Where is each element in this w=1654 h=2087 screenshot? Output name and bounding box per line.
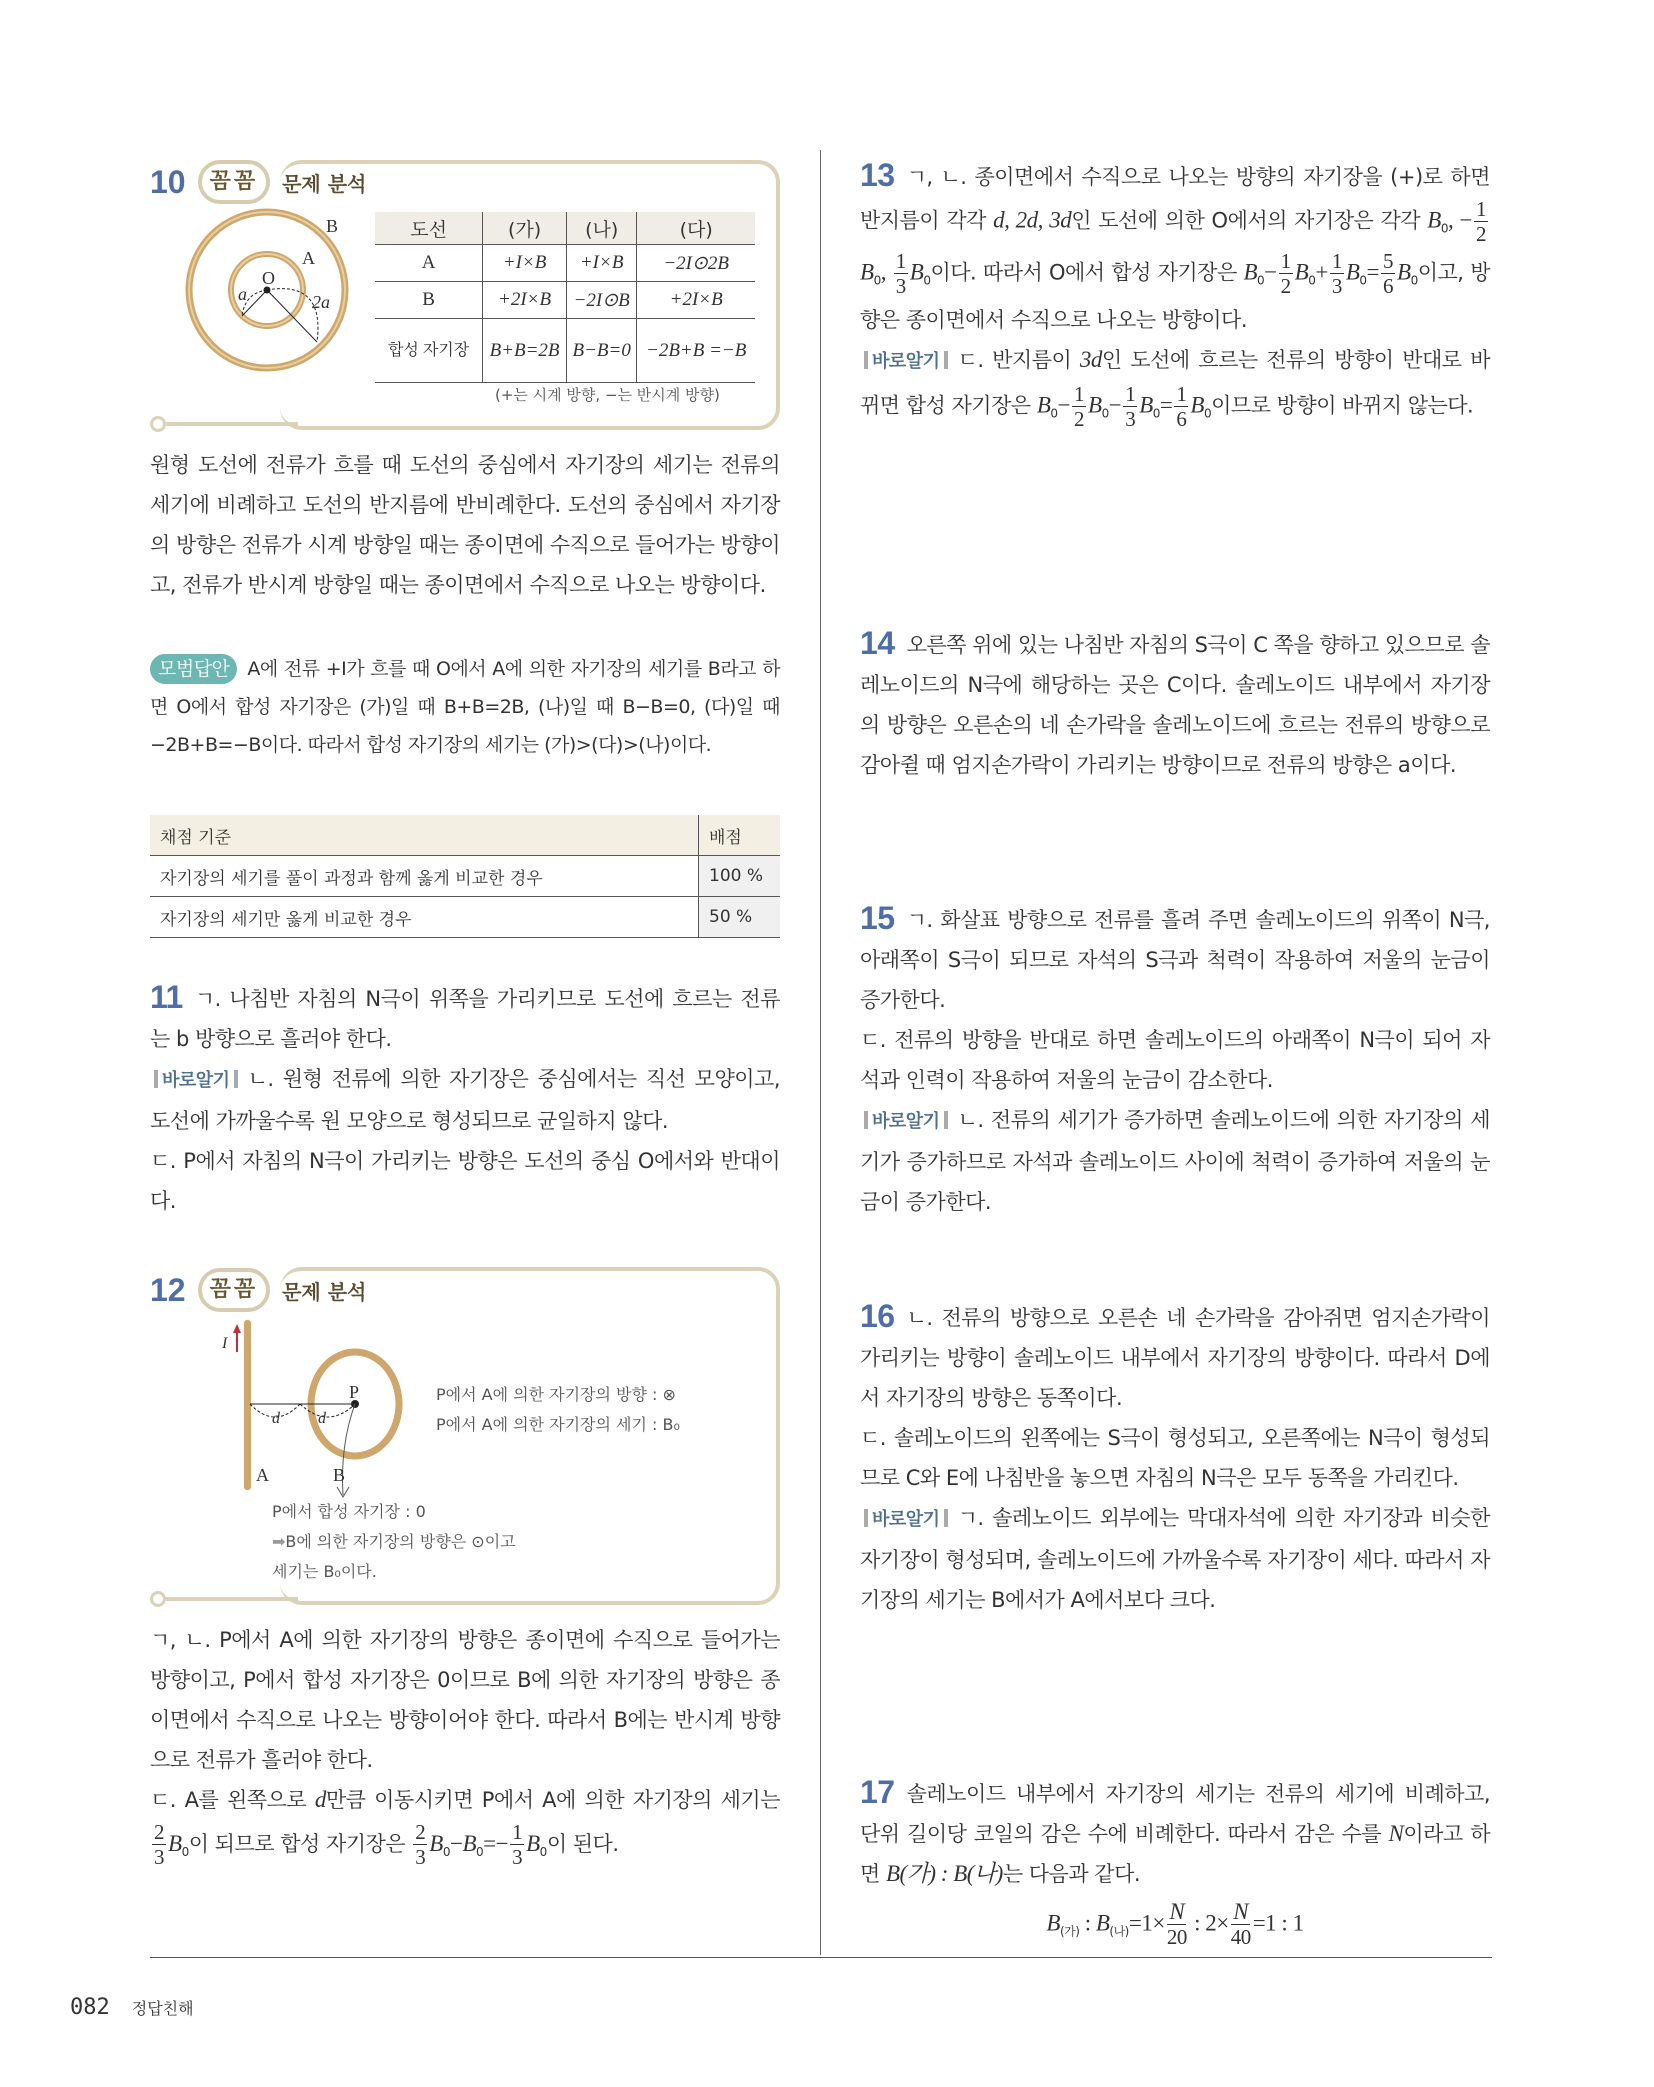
arrow-right-icon: ➡ bbox=[272, 1532, 286, 1551]
math-op: =1 : 1 bbox=[1252, 1910, 1304, 1936]
field-table-10 bbox=[375, 212, 755, 383]
page-footer bbox=[70, 1995, 194, 2020]
text: 이 되므로 합성 자기장은 bbox=[188, 1831, 412, 1856]
answer-text: 는 다음과 같다. bbox=[1002, 1862, 1141, 1886]
math-var: d bbox=[314, 1787, 326, 1812]
math-op: − bbox=[1264, 259, 1277, 285]
subscript: 0 bbox=[873, 273, 881, 288]
math-var: B bbox=[1243, 259, 1258, 285]
subscript: 0 bbox=[181, 1844, 189, 1859]
badge-title: 문제 분석 bbox=[282, 1279, 367, 1304]
conclusion-note bbox=[272, 1527, 516, 1557]
math-var: N bbox=[1388, 1821, 1404, 1846]
subscript: 0 bbox=[1257, 273, 1265, 288]
fraction bbox=[1123, 382, 1137, 431]
table-cell: 합성 자기장 bbox=[375, 319, 483, 383]
kkomkkom-badge: 꼼꼼 bbox=[198, 1268, 271, 1312]
baro-algi-label: 바로알기 bbox=[150, 1070, 242, 1091]
math-op: =1× bbox=[1128, 1910, 1165, 1936]
subscript: 0 bbox=[1101, 407, 1109, 422]
denominator: 3 bbox=[415, 1845, 426, 1869]
math-var: B bbox=[168, 1830, 182, 1856]
denominator: 3 bbox=[1331, 273, 1342, 298]
math-var: B bbox=[1088, 392, 1102, 418]
model-answer-badge: 모범답안 bbox=[150, 654, 237, 684]
problem-header-10 bbox=[150, 160, 366, 204]
numerator: 1 bbox=[1176, 382, 1187, 407]
box-end-dot bbox=[150, 416, 166, 432]
answer-text: ㄴ. 전류의 방향으로 오른손 네 손가락을 감아쥐면 엄지손가락이 가리키는 방향이 솔레노이드 내부에서 자기장의 방향이다. 따라서 D에서 자기장의 방향은 동쪽이다. bbox=[860, 1306, 1490, 1410]
table-cell: +I×B bbox=[483, 245, 567, 282]
fraction bbox=[1167, 1900, 1187, 1949]
field-direction-note: P에서 A에 의한 자기장의 방향 : ⊗ bbox=[436, 1385, 676, 1404]
subscript: (나) bbox=[1109, 1924, 1129, 1939]
answer-text: ㄱ. 나침반 자침의 N극이 위쪽을 가리키므로 도선에 흐르는 전류는 b 방향으로 흘러야 한다. bbox=[150, 987, 780, 1051]
ratio-expression: B(가) : B(나) bbox=[885, 1861, 1003, 1886]
numerator: 1 bbox=[1074, 382, 1085, 407]
box-bottom-line-12 bbox=[158, 1597, 298, 1601]
label-center-o: O bbox=[262, 268, 275, 288]
bottom-rule bbox=[150, 1957, 1492, 1958]
denominator: 3 bbox=[895, 273, 906, 298]
table-cell: 50 % bbox=[699, 897, 781, 938]
math-op: : 2× bbox=[1188, 1910, 1229, 1936]
table-header-row bbox=[375, 212, 755, 245]
explanation-10 bbox=[150, 445, 780, 605]
text: ㄷ. 반지름이 bbox=[957, 348, 1080, 373]
answer-text: ㄴ. 원형 전류에 의한 자기장은 중심에서는 직선 모양이고, 도선에 가까울수록 원 모양으로 형성되므로 균일하지 않다. bbox=[150, 1067, 780, 1133]
answer-text: ㄴ. 전류의 세기가 증가하면 솔레노이드에 의한 자기장의 세기가 증가하므로 자석과 솔레노이드 사이에 척력이 증가하여 저울의 눈금이 증가한다. bbox=[860, 1108, 1490, 1214]
math-op: , − bbox=[1448, 207, 1473, 233]
label-loop-b: B bbox=[326, 216, 339, 236]
table-row bbox=[375, 245, 755, 282]
denominator: 2 bbox=[1280, 273, 1291, 298]
label-loop-a: A bbox=[302, 248, 315, 268]
label-wire-a: A bbox=[256, 1465, 269, 1485]
subscript: 0 bbox=[442, 1844, 450, 1859]
math-var: d, 2d, 3d bbox=[993, 207, 1072, 233]
math-op: , bbox=[880, 259, 892, 285]
fraction bbox=[1072, 382, 1086, 431]
baro-algi-label: 바로알기 bbox=[860, 351, 952, 372]
problem-header-12 bbox=[150, 1268, 366, 1312]
table-cell: −2I⊙2B bbox=[637, 245, 755, 282]
answer-text: ㄱ. 화살표 방향으로 전류를 흘려 주면 솔레노이드의 위쪽이 N극, 아래쪽이 S극이 되므로 자석의 S극과 척력이 작용하여 저울의 눈금이 증가한다. bbox=[860, 908, 1490, 1012]
math-var: B bbox=[1036, 392, 1051, 418]
table-cell: +2I×B bbox=[637, 282, 755, 319]
denominator: 6 bbox=[1383, 273, 1394, 298]
text: 만큼 이동시키면 P에서 A에 의한 자기장의 세기는 bbox=[325, 1788, 780, 1812]
subscript: 0 bbox=[1410, 273, 1418, 288]
answer-text: ㄱ, ㄴ. P에서 A에 의한 자기장의 방향은 종이면에 수직으로 들어가는 방향이고, P에서 합성 자기장은 0이므로 B에 의한 자기장의 방향은 종이면에서 수직으로 나오는 방향이어야 한다. 따라서 B에는 반시계 방향으로 전류가 흘러야 한다. bbox=[150, 1628, 780, 1772]
baro-algi-label: 바로알기 bbox=[860, 1509, 952, 1530]
table-header: 배점 bbox=[699, 815, 781, 856]
math-var: B bbox=[1397, 259, 1411, 285]
label-radius-2a: 2a bbox=[312, 292, 330, 312]
answer-text-d bbox=[150, 1787, 780, 1869]
label-distance-d: d bbox=[318, 1410, 326, 1427]
math-op: − bbox=[449, 1830, 463, 1856]
baro-algi-label: 바로알기 bbox=[860, 1111, 952, 1132]
subscript: 0 bbox=[476, 1844, 484, 1859]
text: 이므로 방향이 바뀌지 않는다. bbox=[1211, 393, 1474, 418]
math-op: : bbox=[1079, 1910, 1096, 1936]
fraction bbox=[1330, 249, 1344, 298]
conclusion-text: B에 의한 자기장의 방향은 ⊙이고 bbox=[285, 1532, 516, 1551]
text: 이다. 따라서 O에서 합성 자기장은 bbox=[930, 260, 1244, 285]
answer-14 bbox=[860, 623, 1490, 785]
numerator: 2 bbox=[415, 1820, 426, 1844]
problem-number: 10 bbox=[150, 163, 186, 200]
math-op: − bbox=[1057, 392, 1071, 418]
table-header-row bbox=[150, 815, 780, 856]
table-cell: B−B=0 bbox=[566, 319, 636, 383]
subscript: (가) bbox=[1059, 1924, 1080, 1939]
math-var: B bbox=[909, 259, 924, 285]
numerator: 2 bbox=[154, 1820, 164, 1844]
math-var: B bbox=[1190, 392, 1204, 418]
numerator: N bbox=[1233, 1899, 1249, 1924]
table-cell: +I×B bbox=[566, 245, 636, 282]
denominator: 20 bbox=[1166, 1925, 1187, 1949]
math-var: 3d bbox=[1079, 347, 1102, 373]
table-header: 도선 bbox=[375, 212, 483, 245]
label-current-i: I bbox=[222, 1335, 228, 1352]
text: 인 도선에 흐르는 전류의 방향이 반대로 바뀌면 합성 자기장은 bbox=[860, 348, 1490, 418]
math-op: = bbox=[1366, 259, 1380, 285]
answer-16 bbox=[860, 1296, 1490, 1620]
numerator: 5 bbox=[1383, 248, 1394, 273]
subscript: 0 bbox=[1050, 407, 1058, 422]
answer-12 bbox=[150, 1620, 780, 1872]
answer-text: ㄷ. P에서 자침의 N극이 가리키는 방향은 도선의 중심 O에서와 반대이다. bbox=[150, 1149, 780, 1213]
label-point-p: P bbox=[349, 1382, 360, 1402]
fraction bbox=[1279, 249, 1293, 298]
table-cell: B+B=2B bbox=[483, 319, 567, 383]
text: ㄱ, ㄴ. 종이면에서 수직으로 나오는 방향의 자기장을 (+)로 하면 반지름이 각각 bbox=[860, 165, 1490, 233]
model-answer-text: A에 전류 +I가 흐를 때 O에서 A에 의한 자기장의 세기를 B라고 하면 O에서 합성 자기장은 (가)일 때 B+B=2B, (나)일 때 B−B=0, (다)일 때 −2B+B=−B이다. 따라서 합성 자기장의 세기는 (가)>(다)>(나)이다. bbox=[150, 658, 780, 756]
subscript: 0 bbox=[539, 1844, 547, 1859]
denominator: 3 bbox=[512, 1845, 523, 1869]
subscript: 0 bbox=[1440, 221, 1448, 236]
problem-number: 14 bbox=[860, 625, 895, 661]
table-cell: A bbox=[375, 245, 483, 282]
math-var: B bbox=[1046, 1910, 1060, 1936]
math-op: = bbox=[1159, 392, 1173, 418]
table-row bbox=[150, 856, 780, 897]
answer-text: 솔레노이드 내부에서 자기장의 세기는 전류의 세기에 비례하고, 단위 길이당 코일의 감은 수에 비례한다. 따라서 감은 수를 bbox=[860, 1782, 1490, 1846]
math-var: B bbox=[1345, 259, 1360, 285]
ratio-equation bbox=[860, 1900, 1490, 1952]
numerator: 1 bbox=[512, 1820, 523, 1844]
net-field-note: P에서 합성 자기장 : 0 bbox=[272, 1502, 426, 1521]
subscript: 0 bbox=[1359, 273, 1367, 288]
denominator: 2 bbox=[1074, 407, 1085, 432]
table-note: (+는 시계 방향, −는 반시계 방향) bbox=[495, 386, 720, 404]
badge-title: 문제 분석 bbox=[282, 171, 367, 196]
problem-number: 13 bbox=[860, 157, 895, 193]
text: 이 된다. bbox=[546, 1831, 619, 1856]
denominator: 6 bbox=[1176, 407, 1187, 432]
problem-number: 12 bbox=[150, 1271, 186, 1308]
fraction bbox=[894, 249, 908, 298]
page-number: 082 bbox=[70, 1995, 110, 2020]
denominator: 2 bbox=[1476, 222, 1487, 246]
answer-text: 오른쪽 위에 있는 나침반 자침의 S극이 C 쪽을 향하고 있으므로 솔레노이드의 N극에 해당하는 곳은 C이다. 솔레노이드 내부에서 자기장의 방향은 오른손의 네 손가락을 솔레노이드에 흐르는 전류의 방향으로 감아쥘 때 엄지손가락이 가리키는 방향이므로 전류의 방향은 a이다. bbox=[860, 633, 1490, 777]
subscript: 0 bbox=[923, 273, 931, 288]
problem-number: 15 bbox=[860, 900, 895, 936]
book-section-title: 정답친해 bbox=[131, 1999, 194, 2018]
subscript: 0 bbox=[1203, 407, 1212, 422]
table-cell: −2I⊙B bbox=[566, 282, 636, 319]
box-bottom-line-10 bbox=[158, 422, 298, 426]
fraction bbox=[413, 1820, 427, 1869]
math-var: B bbox=[526, 1830, 540, 1856]
denominator: 40 bbox=[1230, 1925, 1251, 1949]
field-strength-note: P에서 A에 의한 자기장의 세기 : B₀ bbox=[436, 1415, 680, 1434]
table-row bbox=[375, 319, 755, 383]
subscript: 0 bbox=[1152, 407, 1160, 422]
scoring-table bbox=[150, 815, 780, 938]
math-var: B bbox=[1427, 207, 1441, 233]
table-row bbox=[375, 282, 755, 319]
text: ㄷ. A를 왼쪽으로 bbox=[150, 1788, 315, 1812]
fraction bbox=[1174, 382, 1188, 431]
box-end-dot bbox=[150, 1591, 166, 1607]
math-var: B bbox=[1294, 259, 1309, 285]
math-var: B bbox=[429, 1830, 443, 1856]
problem-number: 17 bbox=[860, 1774, 895, 1810]
fraction bbox=[152, 1820, 166, 1869]
conclusion-note-2: 세기는 B₀이다. bbox=[272, 1562, 377, 1581]
kkomkkom-badge: 꼼꼼 bbox=[198, 160, 271, 204]
table-header: 채점 기준 bbox=[150, 815, 699, 856]
math-var: B bbox=[462, 1830, 477, 1856]
denominator: 3 bbox=[1125, 407, 1136, 432]
numerator: 1 bbox=[1280, 248, 1291, 273]
answer-17 bbox=[860, 1772, 1490, 1952]
column-divider bbox=[820, 150, 821, 1955]
math-op: + bbox=[1315, 259, 1328, 285]
text: 이고, 방향은 종이면에서 수직으로 나오는 방향이다. bbox=[860, 260, 1490, 333]
answer-text: ㄷ. 솔레노이드의 왼쪽에는 S극이 형성되고, 오른쪽에는 N극이 형성되므로 C와 E에 나침반을 놓으면 자침의 N극은 모두 동쪽을 가리킨다. bbox=[860, 1426, 1490, 1490]
fraction bbox=[1474, 197, 1488, 246]
fraction bbox=[510, 1820, 524, 1869]
subscript: 0 bbox=[1308, 273, 1316, 288]
label-distance-d: d bbox=[272, 1410, 280, 1427]
model-answer-10 bbox=[150, 650, 780, 764]
fraction bbox=[1381, 249, 1395, 298]
table-header: (가) bbox=[483, 212, 567, 245]
problem-number: 16 bbox=[860, 1298, 895, 1334]
table-cell: +2I×B bbox=[483, 282, 567, 319]
numerator: 1 bbox=[1331, 248, 1342, 273]
table-header: (나) bbox=[566, 212, 636, 245]
answer-text: 이라고 하면 bbox=[860, 1822, 1490, 1886]
table-cell: −2B+B =−B bbox=[637, 319, 755, 383]
numerator: N bbox=[1169, 1899, 1185, 1924]
answer-15 bbox=[860, 898, 1490, 1222]
math-var: B bbox=[860, 259, 874, 285]
table-cell: 자기장의 세기를 풀이 과정과 함께 옳게 비교한 경우 bbox=[150, 856, 699, 897]
table-cell: 자기장의 세기만 옳게 비교한 경우 bbox=[150, 897, 699, 938]
answer-text: ㄷ. 전류의 방향을 반대로 하면 솔레노이드의 아래쪽이 N극이 되어 자석과 인력이 작용하여 저울의 눈금이 감소한다. bbox=[860, 1028, 1490, 1092]
numerator: 1 bbox=[895, 248, 906, 273]
answer-11 bbox=[150, 977, 780, 1221]
math-op: − bbox=[1108, 392, 1122, 418]
denominator: 3 bbox=[154, 1845, 164, 1869]
math-var: B bbox=[1139, 392, 1153, 418]
fraction bbox=[1231, 1900, 1251, 1949]
table-header: (다) bbox=[637, 212, 755, 245]
answer-text: ㄱ. 솔레노이드 외부에는 막대자석에 의한 자기장과 비슷한 자기장이 형성되며, 솔레노이드에 가까울수록 자기장이 세다. 따라서 자기장의 세기는 B에서가 A에서보다 크다. bbox=[860, 1506, 1490, 1612]
text: 인 도선에 의한 O에서의 자기장은 각각 bbox=[1071, 208, 1428, 233]
answer-13 bbox=[860, 155, 1490, 434]
table-cell: B bbox=[375, 282, 483, 319]
math-var: B bbox=[1095, 1910, 1110, 1936]
explanation-text: 원형 도선에 전류가 흐를 때 도선의 중심에서 자기장의 세기는 전류의 세기에 비례하고 도선의 반지름에 반비례한다. 도선의 중심에서 자기장의 방향은 전류가 시계 방향일 때는 종이면에 수직으로 들어가는 방향이고, 전류가 반시계 방향일 때는 종이면에서 수직으로 나오는 방향이다. bbox=[150, 453, 780, 597]
numerator: 1 bbox=[1125, 382, 1136, 407]
math-op: =− bbox=[483, 1830, 509, 1856]
numerator: 1 bbox=[1476, 197, 1487, 221]
problem-number: 11 bbox=[150, 979, 183, 1015]
table-row bbox=[150, 897, 780, 938]
label-loop-b: B bbox=[333, 1465, 346, 1485]
table-cell: 100 % bbox=[699, 856, 781, 897]
label-radius-a: a bbox=[238, 284, 247, 304]
